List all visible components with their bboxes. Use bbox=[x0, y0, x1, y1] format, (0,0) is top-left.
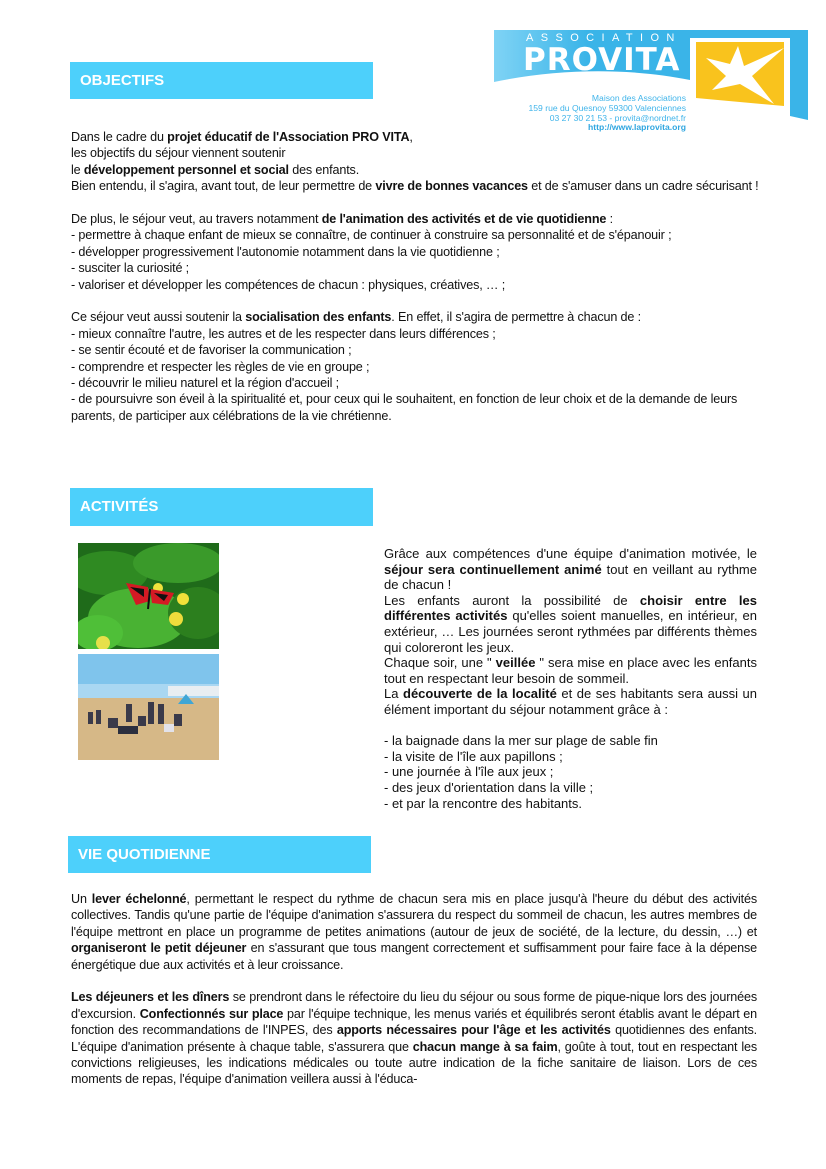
section-header-objectifs: OBJECTIFS bbox=[70, 62, 373, 99]
vie-quotidienne-paragraph: Les déjeuners et les dîners se prendront dans le réfectoire du lieu du séjour ou sous forme de pique-nique lors des journées d'excursion. Confectionnés sur place par l'équipe technique, les menus variés et équilibrés seront établis avant le départ en fonction des recommandations de l'INPES, des apports nécessaires pour l'âge et les activités quotidiennes des enfants. L'équipe d'animation présente à chaque table, s'assurera que chacun mange à sa faim, goûte à tout, tout en respectant les convictions religieuses, les indications médicales ou toute autre indication de la fiche sanitaire de liaison. Lors de ces moments de repas, l'équipe d'animation veillera aussi à l'éduca- bbox=[71, 990, 758, 1087]
list-item: - découvrir le milieu naturel et la région d'accueil ; bbox=[71, 376, 340, 391]
objectifs-line: le développement personnel et social des enfants. bbox=[71, 162, 360, 177]
list-item: - susciter la curiosité ; bbox=[71, 261, 190, 276]
vie-quotidienne-text bbox=[71, 891, 757, 1088]
logo-address-line: 159 rue du Quesnoy 59300 Valenciennes bbox=[528, 102, 686, 113]
list-item: - mieux connaître l'autre, les autres et de les respecter dans leurs différences ; bbox=[71, 326, 496, 341]
list-item: - se sentir écouté et de favoriser la communication ; bbox=[71, 343, 352, 358]
activites-text bbox=[384, 546, 757, 811]
list-item: - permettre à chaque enfant de mieux se connaître, de continuer à construire sa personnalité et de s'épanouir ; bbox=[71, 228, 672, 243]
list-item: - des jeux d'orientation dans la ville ; bbox=[384, 779, 594, 795]
objectifs-line: Bien entendu, il s'agira, avant tout, de leur permettre de vivre de bonnes vacances et de s'amuser dans un cadre sécurisant ! bbox=[71, 179, 759, 194]
objectifs-intro-2: De plus, le séjour veut, au travers notamment de l'animation des activités et de vie quotidienne : bbox=[71, 212, 613, 227]
logo-name-text: PROVITA bbox=[523, 42, 681, 78]
section-header-vie-quotidienne: VIE QUOTIDIENNE bbox=[68, 836, 371, 873]
vie-quotidienne-paragraph: Un lever échelonné, permettant le respect du rythme de chacun sera mis en place jusqu'à l'heure du début des activités collectives. Tandis qu'une partie de l'équipe d'animation s'assurera du respect du sommeil de chacun, les autres membres de l'équipe mettront en place un programme de petites animations (autour de jeux de société, de la lecture, du dessin, …) et organiseront le petit déjeuner en s'assurant que tous mangent correctement et suffisamment pour faire face à la dépense énergétique due aux activités et à leur croissance. bbox=[71, 892, 758, 972]
logo-contact-info bbox=[528, 94, 686, 133]
activites-paragraph: Chaque soir, une " veillée " sera mise en place avec les enfants tout en respectant leur besoin de sommeil. bbox=[384, 655, 757, 686]
list-item: - comprendre et respecter les règles de vie en groupe ; bbox=[71, 359, 370, 374]
list-item: - la baignade dans la mer sur plage de sable fin bbox=[384, 733, 658, 749]
list-item: - valoriser et développer les compétences de chacun : physiques, créatives, … ; bbox=[71, 277, 506, 292]
list-item: - développer progressivement l'autonomie notamment dans la vie quotidienne ; bbox=[71, 244, 500, 259]
logo-address-line: Maison des Associations bbox=[591, 93, 686, 103]
section-header-activites: ACTIVITÉS bbox=[70, 488, 373, 526]
activites-paragraph: Les enfants auront la possibilité de choisir entre les différentes activités qu'elles soient manuelles, en intérieur, en extérieur, … Les journées seront rythmées par différents thèmes qui coloreront les jeux. bbox=[384, 592, 757, 655]
list-item: - la visite de l'île aux papillons ; bbox=[384, 748, 563, 764]
list-item: - une journée à l'île aux jeux ; bbox=[384, 764, 554, 780]
list-item: - et par la rencontre des habitants. bbox=[384, 795, 583, 811]
logo-address-line: 03 27 30 21 53 - provita@nordnet.fr bbox=[549, 112, 686, 123]
objectifs-intro-3: Ce séjour veut aussi soutenir la socialisation des enfants. En effet, il s'agira de permettre à chacun de : bbox=[71, 310, 641, 325]
activites-paragraph: Grâce aux compétences d'une équipe d'animation motivée, le séjour sera continuellement animé tout en veillant au rythme de chacun ! bbox=[384, 546, 757, 593]
objectifs-line: Dans le cadre du projet éducatif de l'Association PRO VITA, bbox=[71, 130, 413, 144]
objectifs-line: les objectifs du séjour viennent soutenir bbox=[71, 146, 286, 161]
beach-group-photo bbox=[78, 654, 219, 760]
logo-association-text: ASSOCIATION bbox=[526, 32, 682, 44]
logo-website: http://www.laprovita.org bbox=[587, 122, 686, 133]
butterfly-photo bbox=[78, 543, 219, 649]
list-item: - de poursuivre son éveil à la spiritualité et, pour ceux qui le souhaitent, en fonction de leur choix et de la demande de leurs parents, de participer aux célébrations de la vie chrétienne. bbox=[71, 392, 738, 423]
activites-paragraph: La découverte de la localité et de ses habitants sera aussi un élément important du séjour notamment grâce à : bbox=[384, 686, 757, 717]
objectifs-text bbox=[71, 129, 776, 424]
provita-logo bbox=[490, 28, 808, 143]
